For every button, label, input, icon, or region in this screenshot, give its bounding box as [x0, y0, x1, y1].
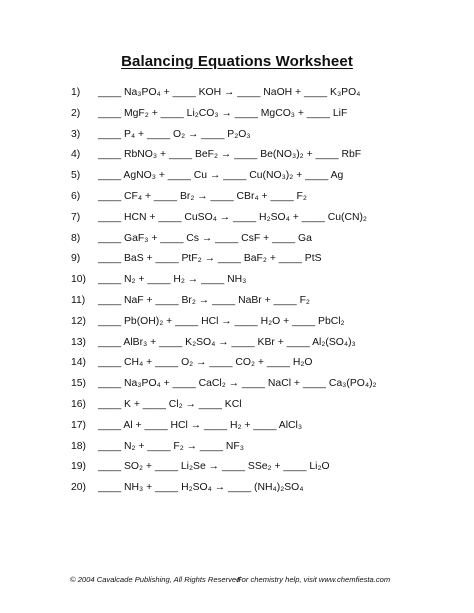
- equation-row: [71, 208, 461, 229]
- equation-row: [71, 187, 461, 208]
- equation-text: ____ Na₃PO₄ + ____ CaCl₂ → ____ NaCl + ____ Ca₃(PO₄)₂: [98, 378, 377, 390]
- equation-text: ____ CH₄ + ____ O₂ → ____ CO₂ + ____ H₂O: [98, 357, 313, 369]
- equation-text: ____ Pb(OH)₂ + ____ HCl → ____ H₂O + ____ PbCl₂: [98, 315, 345, 327]
- equation-number: 12): [71, 315, 87, 327]
- equation-text: ____ Na₃PO₄ + ____ KOH → ____ NaOH + ____ K₃PO₄: [98, 87, 361, 98]
- equation-number: 14): [71, 357, 87, 369]
- equation-number: 5): [71, 170, 81, 182]
- equation-number: 4): [71, 149, 81, 161]
- equation-row: [71, 457, 461, 478]
- equation-text: ____ BaS + ____ PtF₂ → ____ BaF₂ + ____ PtS: [98, 253, 322, 265]
- equation-number: 6): [71, 190, 81, 202]
- equation-row: [71, 166, 461, 187]
- equation-number: 16): [71, 398, 87, 410]
- equation-row: [71, 291, 461, 312]
- equation-number: 13): [71, 336, 87, 348]
- equation-text: ____ N₂ + ____ F₂ → ____ NF₃: [98, 440, 245, 452]
- equation-text: ____ AlBr₃ + ____ K₂SO₄ → ____ KBr + ____ Al₂(SO₄)₃: [98, 336, 356, 348]
- equation-number: 7): [71, 211, 81, 223]
- equation-number: 8): [71, 232, 81, 244]
- equation-row: [71, 270, 461, 291]
- equation-text: ____ N₂ + ____ H₂ → ____ NH₃: [98, 274, 247, 286]
- equation-text: ____ HCN + ____ CuSO₄ → ____ H₂SO₄ + ____ Cu(CN)₂: [98, 211, 367, 223]
- equation-row: [71, 145, 461, 166]
- help-notice: For chemistry help, visit www.chemfiesta.com: [237, 575, 391, 584]
- equation-text: ____ NaF + ____ Br₂ → ____ NaBr + ____ F₂: [98, 294, 310, 306]
- equation-text: ____ NH₃ + ____ H₂SO₄ → ____ (NH₄)₂SO₄: [98, 482, 304, 494]
- equation-number: 19): [71, 461, 87, 473]
- equation-text: ____ MgF₂ + ____ Li₂CO₃ → ____ MgCO₃ + ____ LiF: [98, 107, 348, 119]
- equation-number: 2): [71, 107, 81, 119]
- equation-row: [71, 374, 461, 395]
- equation-row: [71, 478, 461, 499]
- equation-number: 10): [71, 274, 87, 286]
- equation-row: [71, 83, 461, 104]
- equation-text: ____ RbNO₃ + ____ BeF₂ → ____ Be(NO₃)₂ + ____ RbF: [98, 149, 362, 161]
- equation-number: 9): [71, 253, 81, 265]
- equation-row: [71, 229, 461, 250]
- equation-text: ____ Al + ____ HCl → ____ H₂ + ____ AlCl₃: [98, 419, 303, 431]
- equation-row: [71, 353, 461, 374]
- equation-number: 3): [71, 128, 81, 140]
- equation-row: [71, 125, 461, 146]
- equation-text: ____ SO₂ + ____ Li₂Se → ____ SSe₂ + ____ Li₂O: [98, 461, 330, 473]
- equation-row: [71, 249, 461, 270]
- equation-row: [71, 333, 461, 354]
- equation-text: ____ GaF₃ + ____ Cs → ____ CsF + ____ Ga: [98, 232, 312, 244]
- equation-row: [71, 312, 461, 333]
- equation-list: [71, 83, 461, 499]
- equation-number: 20): [71, 482, 87, 494]
- equation-number: 18): [71, 440, 87, 452]
- equation-number: 15): [71, 378, 87, 390]
- equation-number: 1): [71, 87, 81, 98]
- equation-number: 17): [71, 419, 87, 431]
- equation-row: [71, 416, 461, 437]
- equation-text: ____ CF₄ + ____ Br₂ → ____ CBr₄ + ____ F₂: [98, 190, 307, 202]
- equation-text: ____ K + ____ Cl₂ → ____ KCl: [98, 398, 242, 410]
- equation-text: ____ P₄ + ____ O₂ → ____ P₂O₃: [98, 128, 251, 140]
- equation-text: ____ AgNO₃ + ____ Cu → ____ Cu(NO₃)₂ + ____ Ag: [98, 170, 344, 182]
- equation-row: [71, 395, 461, 416]
- worksheet-title: Balancing Equations Worksheet: [121, 53, 353, 70]
- equation-number: 11): [71, 294, 86, 306]
- equation-row: [71, 104, 461, 125]
- equation-row: [71, 437, 461, 458]
- copyright-notice: © 2004 Cavalcade Publishing, All Rights Reserved: [70, 575, 241, 584]
